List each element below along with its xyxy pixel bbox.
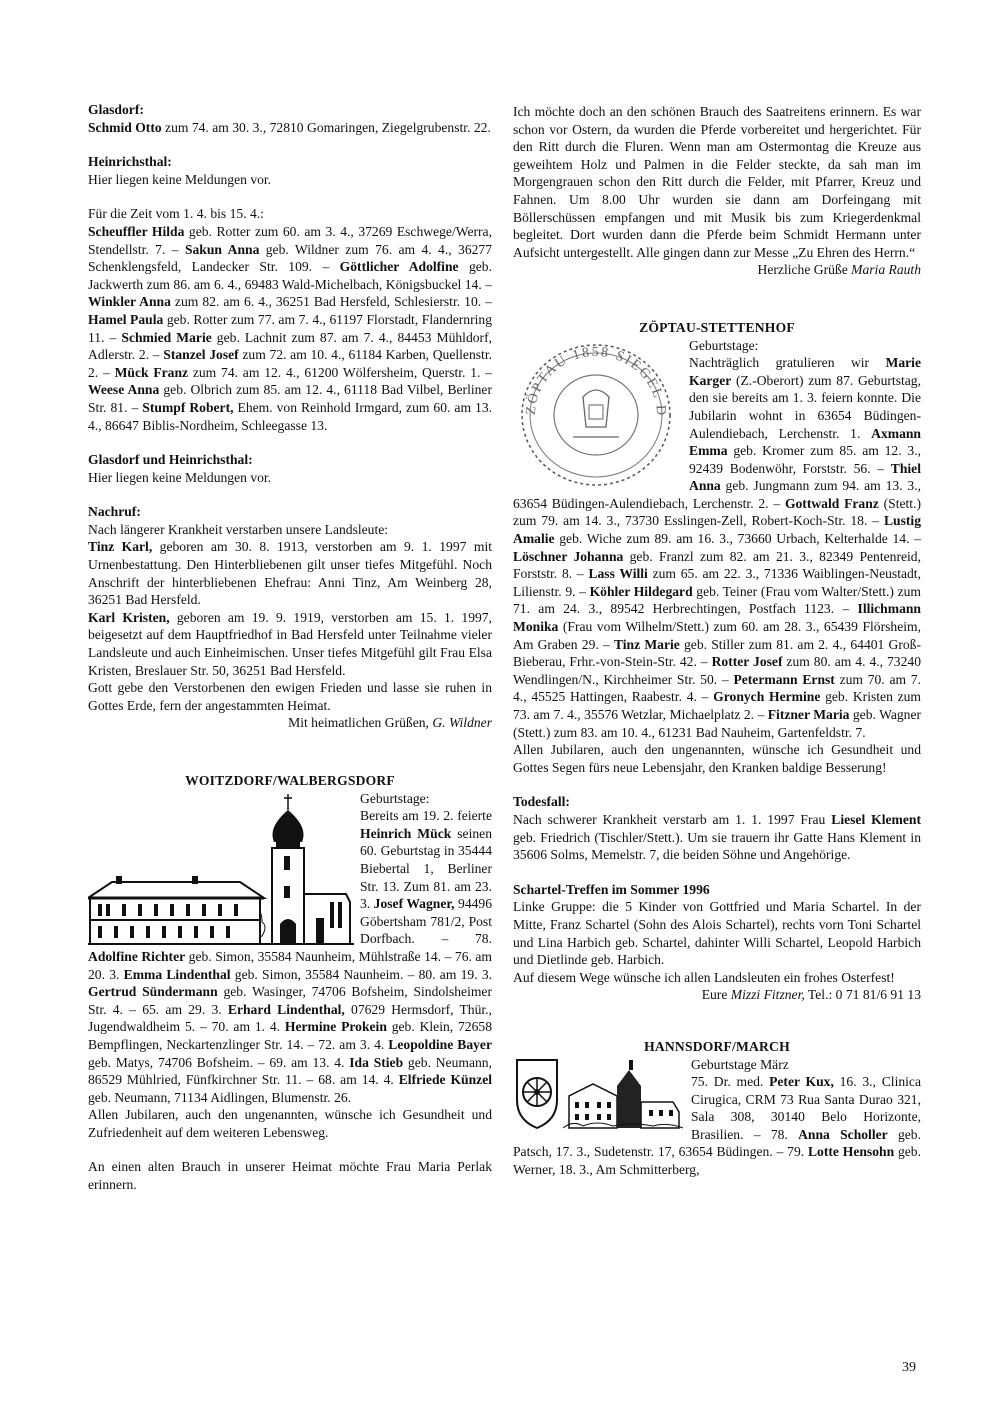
person-name: Elfriede Künzel <box>398 1072 493 1088</box>
person-name: Göttlicher Adolfine <box>339 259 459 275</box>
person-name: Leopoldine Bayer <box>388 1036 492 1052</box>
entry-text: geb. Neumann, 71134 Aidlingen, Blumenstr. 26. <box>88 1089 352 1105</box>
schartel-heading: Schartel-Treffen im Sommer 1996 <box>513 881 710 897</box>
nachruf-paragraph-2: Karl Kristen, geboren am 19. 9. 1919, verstorben am 15. 1. 1997, beigesetzt auf dem Hauptfriedhof in Bad Hersfeld unter Teilnahme vieler Landsleute und auch Einheimischen. Unser tiefes Mitgefühl gilt Frau Elsa Kristen, Breslauer Str. 50, 36251 Bad Hersfeld. <box>88 609 492 678</box>
zoeptau-title: ZÖPTAU-STETTENHOF <box>639 319 795 335</box>
nachruf-heading: Nachruf: <box>88 504 141 520</box>
castle-crest-icon <box>513 1056 685 1132</box>
person-name: Mück Franz <box>114 364 189 380</box>
entry-text: 07629 Hermsdorf, Thür., Jugendwaldheim 5. – 70. am 1. 4. <box>88 1001 492 1035</box>
schartel-signature: Eure Mizzi Fitzner, Tel.: 0 71 81/6 91 13 <box>701 987 921 1003</box>
hannsdorf-sub: Geburtstage März <box>691 1056 789 1072</box>
entry-text: geb. Wagner (Stett.) zum 83. am 10. 4., 61231 Bad Nauheim, Gartenfeldstr. 7. <box>513 707 922 740</box>
entry-text: geb. Rotter zum 60. am 3. 4., 37269 Eschwege/Werra, Stendellstr. 7. – <box>88 223 492 257</box>
entry-text: geb. Simon, 35584 Naunheim, Mühlstraße 14. – 76. am 20. 3. <box>88 948 493 982</box>
glasdorf-heinrichsthal-heading: Glasdorf und Heinrichsthal: <box>88 452 253 468</box>
entry-text: geb. Klein, 72658 Bempflingen, Neckartenzlinger Str. 14. – 72. am 3. 4. <box>88 1019 492 1052</box>
person-name: Emma Lindenthal <box>123 966 231 982</box>
entry-text: geb. Jackwerth zum 86. am 6. 4., 69483 Wald-Michelbach, Königsbuckel 14. – <box>88 259 492 292</box>
entry-text: seinen 60. Geburtstag in 35444 Biebertal 1, Berliner Str. 13. Zum 81. am 23. 3. <box>360 825 492 912</box>
person-name: Sakun Anna <box>184 241 260 257</box>
person-name: Fitzner Maria <box>767 707 850 722</box>
entry-text: zum 74. am 12. 4., 61200 Wölfersheim, Querstr. 1. – <box>188 364 492 380</box>
person-name: Adolfine Richter <box>88 948 186 964</box>
zoeptau-sub: Geburtstage: <box>689 337 759 353</box>
person-name: Marie Karger <box>689 355 921 388</box>
person-name: Scheuffler Hilda <box>88 223 185 239</box>
person-name: Peter Kux, <box>769 1074 834 1090</box>
entry-text: geb. Lachnit zum 87. am 7. 4., 84453 Mühldorf, Adlerstr. 2. – <box>88 329 492 363</box>
entry-text: geb. Wasinger, 74706 Bofsheim, Sindolsheimer Str. 4. – 65. am 29. 3. <box>88 984 492 1017</box>
entry-text: geb. Olbrich zum 85. am 12. 4., 61118 Bad Vilbel, Berliner Str. 81. – <box>88 382 492 415</box>
person-name: Petermann Ernst <box>733 671 835 687</box>
glasdorf-heinrichsthal-text: Hier liegen keine Meldungen vor. <box>88 469 272 485</box>
person-name: Tinz Marie <box>613 636 680 652</box>
entry-text: Nach schwerer Krankheit verstarb am 1. 1. 1997 Frau <box>513 811 832 827</box>
entry-text: geb. Kromer zum 85. am 12. 3., 92439 Bodenwöhr, Forststr. 56. – <box>689 443 921 476</box>
person-name: Stanzel Josef <box>163 347 239 363</box>
person-name: Gronych Hermine <box>713 689 821 705</box>
person-name: Rotter Josef <box>711 654 783 670</box>
entry-text: zum 70. am 7. 4., 45525 Hattingen, Raabestr. 4. – <box>513 671 921 705</box>
person-name: Liesel Klement <box>831 811 921 827</box>
entry-text: (Z.-Oberort) zum 87. Geburtstag, den sie bereits am 1. 3. feiern konnte. Die Jubilarin wohnt in 63654 Büdingen-Aulendiebach, Lerchenstr. 1. <box>689 372 921 441</box>
entry-text: zum 82. am 6. 4., 36251 Bad Hersfeld, Schlesierstr. 10. – <box>170 294 492 310</box>
church-icon <box>88 790 354 946</box>
person-name: Axmann Emma <box>689 425 921 459</box>
right-column <box>513 103 921 1179</box>
person-name: Köhler Hildegard <box>589 583 693 599</box>
entry-text: geb. Franzl zum 82. am 21. 3., 82349 Pentenreid, Forststr. 8. – <box>513 548 921 582</box>
woitzdorf-section <box>88 790 492 1194</box>
heinrichsthal-heading: Heinrichsthal: <box>88 154 172 170</box>
entry-text: zum 72. am 10. 4., 61184 Karben, Quellenstr. 2. – <box>88 347 492 380</box>
person-name: Winkler Anna <box>88 294 171 310</box>
brauch-text: Ich möchte doch an den schönen Brauch des Saatreitens erinnern. Es war schon vor Ostern, da wurden die Pferde vorbereitet und hergerichtet. Für den Ritt durch die Fluren. Wenn man am Ostermontag die Kreuze aus geweihtem Holz und Palmen in die Felder steckte, da sah man im Morgengrauen schon den Ritt durch die Felder, mit Pfarrer, Kreuz und Fahnen. Um 8.00 Uhr wurden sie dann am Dorfeingang mit Böllerschüssen empfangen und mit Musik bis zum Kriegerdenkmal begleitet. Dort wurden dann die Pferde beim Schmidt Hermann unter Aufsicht untergestellt. Alle gingen dann zur Messe „Zu Ehren des Herrn.“ <box>513 104 921 260</box>
entry-text: geb. Stiller zum 81. am 2. 4., 64401 Groß-Bieberau, Frhr.-von-Stein-Str. 42. – <box>513 636 922 670</box>
entry-text: geb. Patsch, 17. 3., Sudetenstr. 17, 63654 Büdingen. – 79. <box>513 1126 921 1160</box>
period-entries <box>88 223 492 434</box>
church-illustration <box>88 790 360 946</box>
entry-text: 94496 Göbertsham 781/2, Post Dorfbach. – 78. <box>360 896 493 947</box>
zoeptau-section <box>513 337 921 777</box>
entry-text: geb. Wildner zum 76. am 4. 4., 36277 Schenklengsfeld, Landecker Str. 109. – <box>88 241 493 275</box>
glasdorf-heading: Glasdorf: <box>88 102 144 117</box>
entry-text: geb. Matys, 74706 Bofsheim. – 69. am 13. 4. <box>88 1054 350 1070</box>
person-name: Hermine Prokein <box>284 1019 387 1035</box>
entry-text: geb. Wiche zum 89. am 16. 3., 73660 Urbach, Kelterhalde 14. – <box>554 531 921 547</box>
nachruf-signature: Mit heimatlichen Grüßen, G. Wildner <box>288 715 492 731</box>
person-name: Lass Willi <box>588 566 648 582</box>
nachruf-intro: Nach längerer Krankheit verstarben unsere Landsleute: <box>88 521 389 537</box>
todesfall-heading: Todesfall: <box>513 794 570 810</box>
person-name: Lustig Amalie <box>513 513 921 547</box>
person-name: Gottwald Franz <box>784 495 879 511</box>
entry-text: Ehem. von Reinhold Irmgard, zum 60. am 13. 4., 86647 Biblis-Nordheim, Schleegasse 13. <box>88 399 493 433</box>
entry-text: (Stett.) zum 79. am 14. 3., 73730 Esslingen-Zell, Robert-Koch-Str. 18. – <box>513 495 921 529</box>
entry-text: geb. Friedrich (Tischler/Stett.). Um sie trauern ihr Gatte Hans Klement in 35606 Solms, Memelstr. 7, die beiden Söhne und Angehörige. <box>513 829 921 863</box>
woitzdorf-custom: An einen alten Brauch in unserer Heimat möchte Frau Maria Perlak erinnern. <box>88 1159 492 1193</box>
page-number: 39 <box>902 1360 916 1375</box>
nachruf-paragraph-1: Tinz Karl, geboren am 30. 8. 1913, verstorben am 9. 1. 1997 mit Urnenbestattung. Den Hinterbliebenen gilt unser tiefes Mitgefühl. Noch Anschrift der hinterbliebenen Ehefrau: Anni Tinz, Am Weinberg 28, 36251 Bad Hersfeld. <box>88 539 493 608</box>
entry-text: Bereits am 19. 2. feierte <box>360 808 492 824</box>
person-name: Gertrud Sündermann <box>88 984 218 1000</box>
person-name: Ida Stieb <box>349 1054 404 1070</box>
person-name: Stumpf Robert, <box>142 399 234 415</box>
period-intro: Für die Zeit vom 1. 4. bis 15. 4.: <box>88 206 264 222</box>
entry-text: 75. Dr. med. <box>691 1074 770 1090</box>
person-name: Illichmann Monika <box>513 601 921 635</box>
brauch-signature: Herzliche Grüße Maria Rauth <box>757 262 921 278</box>
todesfall-text <box>513 811 921 864</box>
entry-text: Nachträglich gratulieren wir <box>689 355 886 371</box>
person-name: Josef Wagner, <box>373 896 455 912</box>
entry-text: zum 80. am 4. 4., 73240 Wendlingen/N., Kirchheimer Str. 50. – <box>513 654 921 687</box>
woitzdorf-sub: Geburtstage: <box>360 790 430 806</box>
entry-text: zum 65. am 22. 3., 71336 Waiblingen-Neustadt, Lilienstr. 9. – <box>513 566 921 599</box>
hannsdorf-title: HANNSDORF/MARCH <box>644 1038 790 1054</box>
entry-text: geb. Jungmann zum 94. am 13. 3., 63654 Büdingen-Aulendiebach, Lerchenstr. 2. – <box>513 478 921 511</box>
person-name: Löschner Johanna <box>513 548 624 564</box>
seal-icon <box>513 337 679 487</box>
hannsdorf-illustration <box>513 1056 691 1136</box>
person-name: Erhard Lindenthal, <box>227 1001 345 1017</box>
person-name: Weese Anna <box>88 382 160 398</box>
woitzdorf-title: WOITZDORF/WALBERGSDORF <box>185 773 395 788</box>
entry-text: geb. Neumann, 86529 Mühlried, Fünfkirchner Str. 11. – 68. am 14. 4. <box>88 1054 492 1088</box>
person-name: Thiel Anna <box>689 460 921 494</box>
hannsdorf-section <box>513 1056 921 1179</box>
zoeptau-wish: Allen Jubilaren, auch den ungenannten, wünsche ich Gesundheit und Gottes Segen fürs neue Lebensjahr, den Kranken baldige Besserung! <box>513 742 921 775</box>
schartel-wish: Auf diesem Wege wünsche ich allen Landsleuten ein frohes Osterfest! <box>513 969 895 985</box>
heinrichsthal-text: Hier liegen keine Meldungen vor. <box>88 171 272 187</box>
seal-illustration <box>513 337 689 493</box>
person-name: Lotte Hensohn <box>807 1144 895 1160</box>
glasdorf-entry: Schmid Otto zum 74. am 30. 3., 72810 Gomaringen, Ziegelgrubenstr. 22. <box>88 119 491 135</box>
entry-text: geb. Teiner (Frau vom Walter/Stett.) zum 71. am 24. 3., 89542 Herbrechtingen, Postfach 1123. – <box>513 583 921 617</box>
woitzdorf-wish: Allen Jubilaren, auch den ungenannten, wünsche ich Gesundheit und Zufriedenheit auf dem weiteren Lebensweg. <box>88 1107 492 1140</box>
seal-text: ZÖPTAU 1858 SIEGEL D <box>523 344 669 418</box>
entry-text: 16. 3., Clinica Cirugica, CRM 73 Rua Santa Durao 321, Sala 308, 30140 Belo Horizonte, Brasilien. – 78. <box>691 1074 921 1142</box>
person-name: Heinrich Mück <box>360 825 452 841</box>
entry-text: geb. Werner, 18. 3., Am Schmitterberg, <box>513 1144 921 1178</box>
entry-text: geb. Simon, 35584 Naunheim. – 80. am 19. 3. <box>230 966 493 982</box>
entry-text: (Frau vom Wilhelm/Stett.) zum 60. am 28. 3., 65439 Flörsheim, Am Graben 29. – <box>513 619 921 652</box>
schartel-text: Linke Gruppe: die 5 Kinder von Gottfried und Maria Schartel. In der Mitte, Franz Schartel (Sohn des Alois Schartel), rechts vorn Toni Schartel und Lina Harbich geb. Schartel, dahinter Willi Schartel, Leopold Harbich und Dietlinde geb. Harbich. <box>513 899 921 968</box>
person-name: Hamel Paula <box>88 311 164 327</box>
left-column <box>88 101 492 1194</box>
entry-text: geb. Rotter zum 77. am 7. 4., 61197 Florstadt, Flandernring 11. – <box>88 311 493 345</box>
person-name: Schmied Marie <box>121 329 212 345</box>
nachruf-closing: Gott gebe den Verstorbenen den ewigen Frieden und lasse sie ruhen in Gottes Erde, fern der angestammten Heimat. <box>88 680 492 713</box>
entry-text: geb. Kristen zum 73. am 7. 4., 35576 Wetzlar, Michaelplatz 2. – <box>513 689 922 722</box>
person-name: Anna Scholler <box>798 1126 888 1142</box>
